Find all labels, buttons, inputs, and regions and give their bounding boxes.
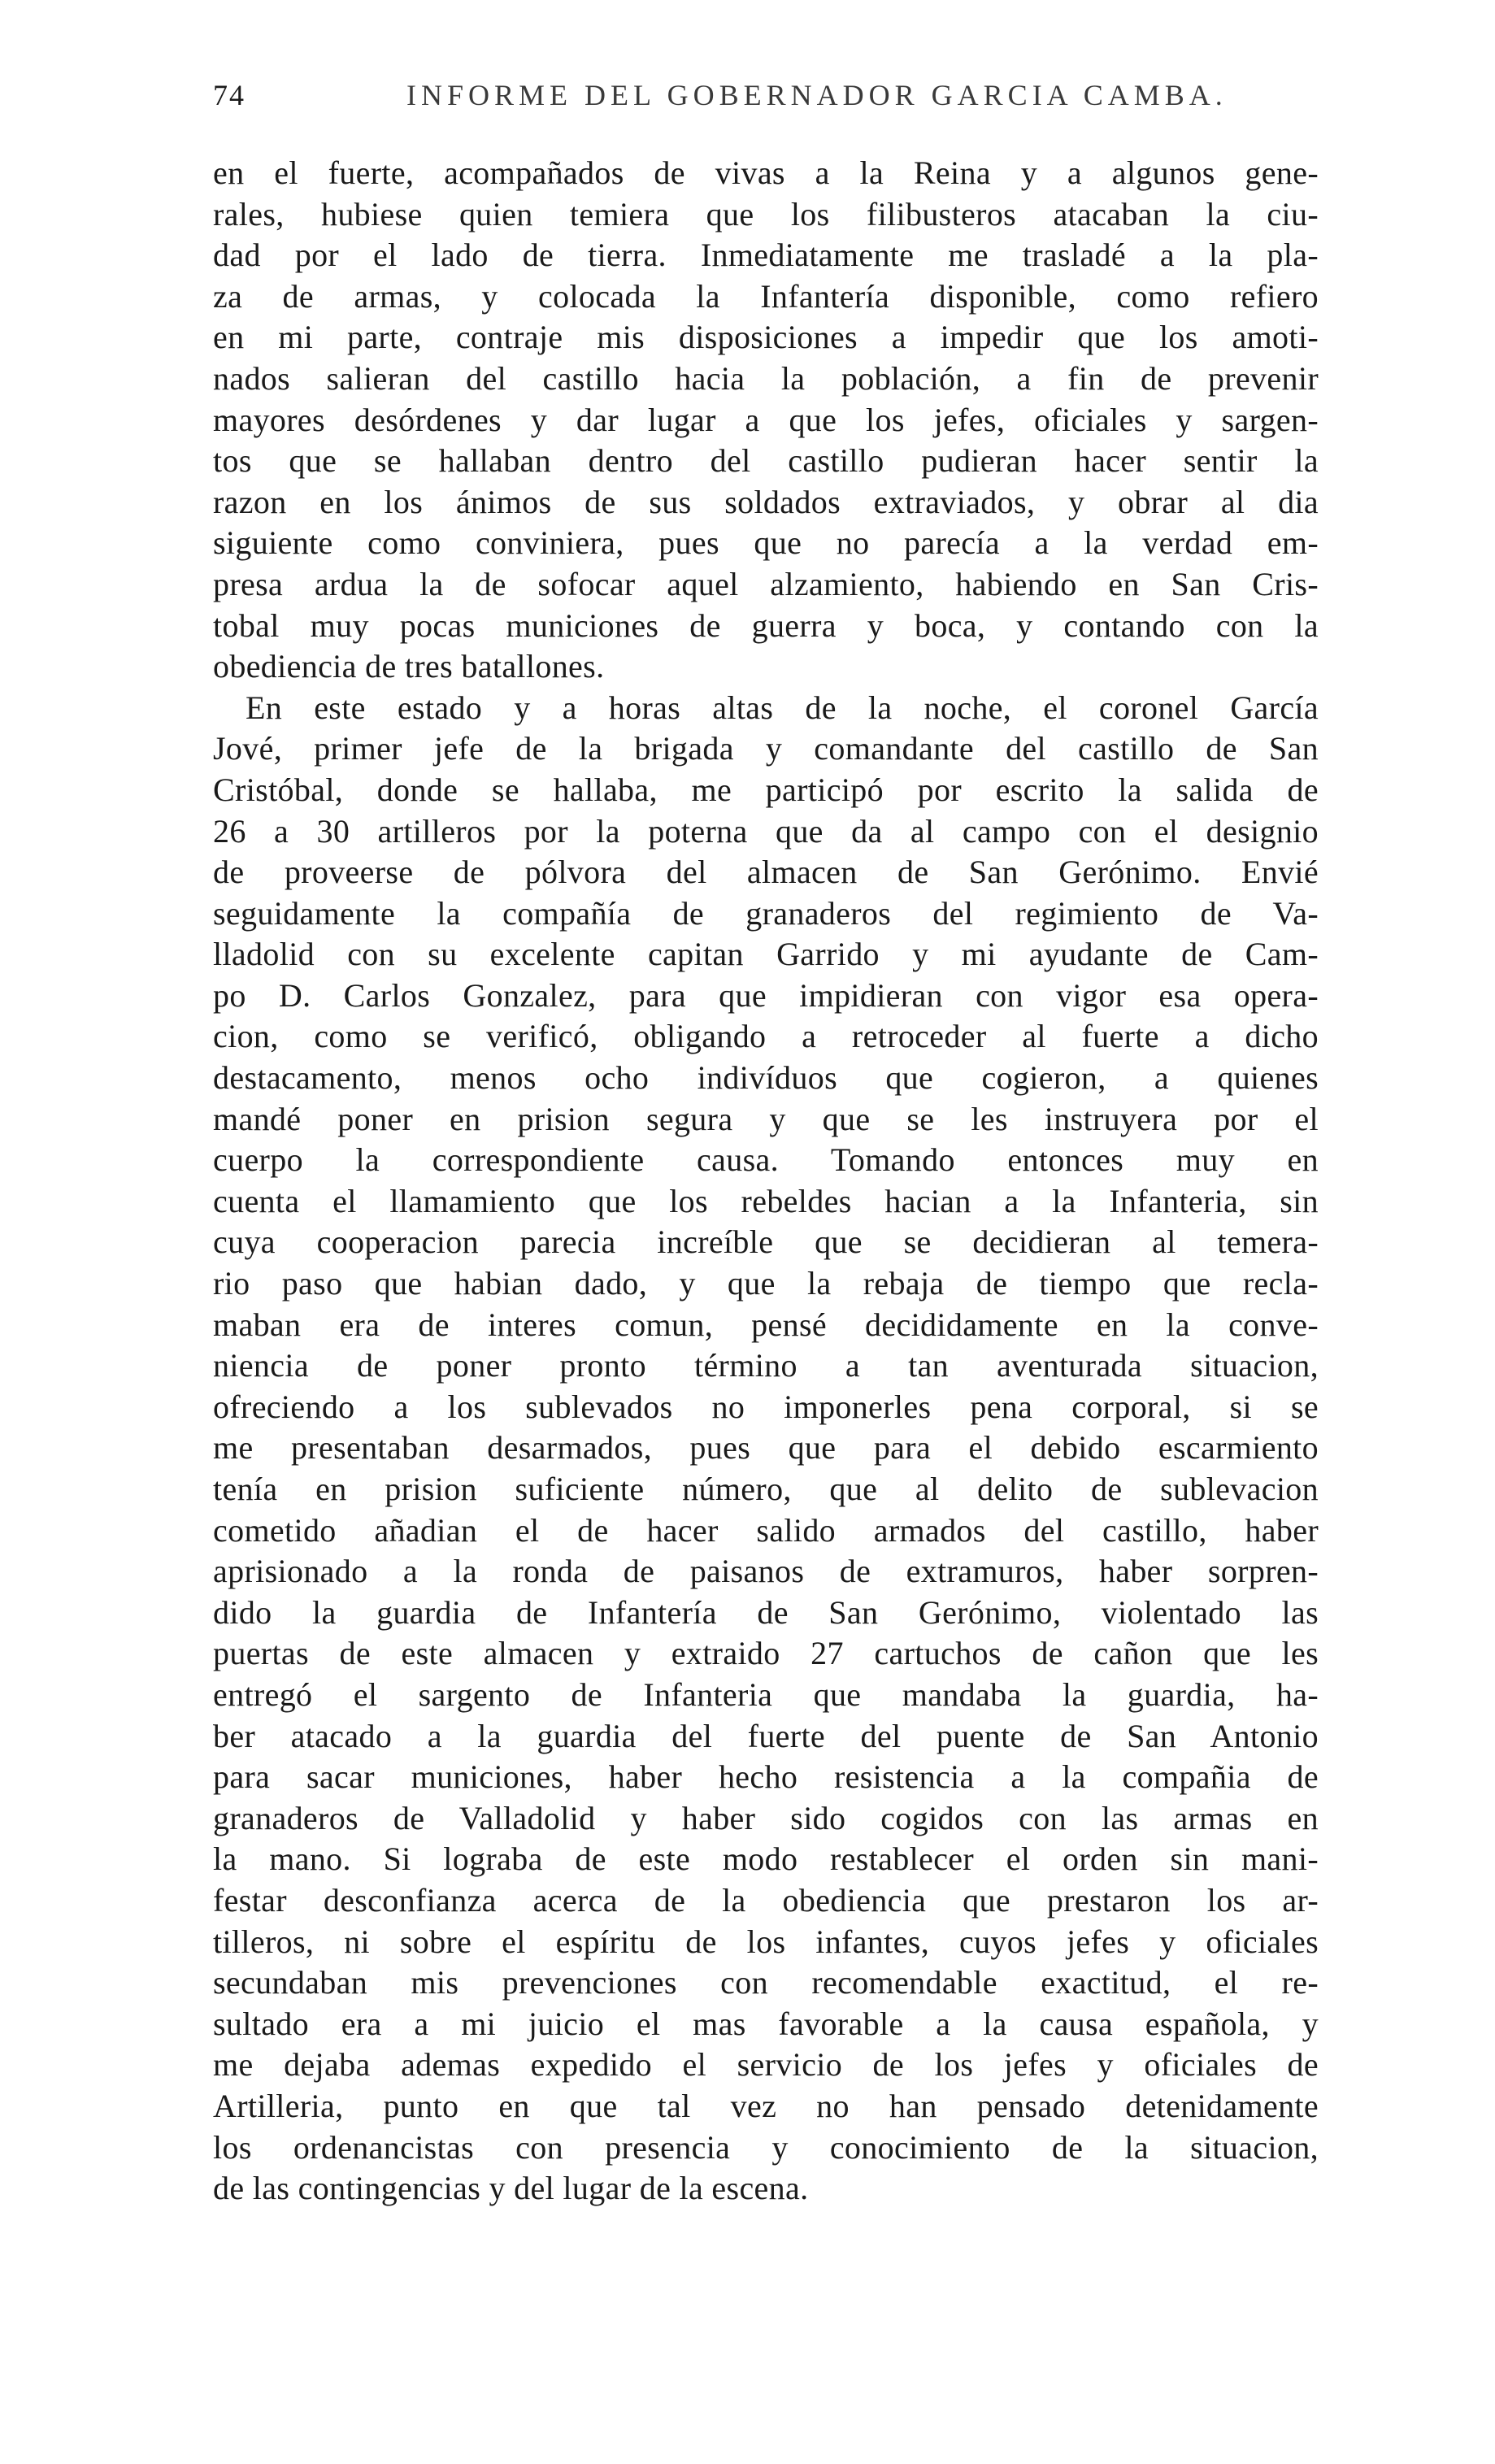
paragraph <box>213 153 1319 688</box>
text-line: puertas de este almacen y extraido 27 cartuchos de cañon que les <box>213 1635 1319 1672</box>
text-line: cuya cooperacion parecia increíble que se decidieran al temera- <box>213 1223 1319 1261</box>
text-line: dad por el lado de tierra. Inmediatamente me trasladé a la pla- <box>213 237 1319 274</box>
text-line: Artilleria, punto en que tal vez no han pensado detenidamente <box>213 2087 1319 2124</box>
text-line: za de armas, y colocada la Infantería disponible, como refiero <box>213 277 1319 315</box>
text-line: para sacar municiones, haber hecho resistencia a la compañia de <box>213 1758 1319 1796</box>
text-line: maban era de interes comun, pensé decididamente en la conve- <box>213 1306 1319 1343</box>
text-line: mandé poner en prision segura y que se les instruyera por el <box>213 1100 1319 1137</box>
text-line: festar desconfianza acerca de la obediencia que prestaron los ar- <box>213 1881 1319 1919</box>
text-line: rales, hubiese quien temiera que los filibusteros atacaban la ciu- <box>213 195 1319 232</box>
text-line: cion, como se verificó, obligando a retroceder al fuerte a dicho <box>213 1018 1319 1055</box>
running-head <box>213 75 1319 115</box>
text-line: granaderos de Valladolid y haber sido cogidos con las armas en <box>213 1799 1319 1836</box>
text-line: En este estado y a horas altas de la noche, el coronel García <box>246 689 1319 726</box>
text-line: seguidamente la compañía de granaderos del regimiento de Va- <box>213 894 1319 932</box>
text-line: destacamento, menos ocho indivíduos que cogieron, a quienes <box>213 1059 1319 1097</box>
text-line: entregó el sargento de Infanteria que mandaba la guardia, ha- <box>213 1675 1319 1713</box>
paragraph <box>213 688 1319 2210</box>
text-line: cometido añadian el de hacer salido armados del castillo, haber <box>213 1511 1319 1549</box>
text-line: secundaban mis prevenciones con recomendable exactitud, el re- <box>213 1964 1319 2001</box>
text-line: Jové, primer jefe de la brigada y comandante del castillo de San <box>213 730 1319 767</box>
text-line: aprisionado a la ronda de paisanos de extramuros, haber sorpren- <box>213 1553 1319 1590</box>
text-line: rio paso que habian dado, y que la rebaja de tiempo que recla- <box>213 1265 1319 1302</box>
text-line: tilleros, ni sobre el espíritu de los infantes, cuyos jefes y oficiales <box>213 1923 1319 1960</box>
text-line: niencia de poner pronto término a tan aventurada situacion, <box>213 1347 1319 1384</box>
text-line: cuenta el llamamiento que los rebeldes hacian a la Infanteria, sin <box>213 1182 1319 1219</box>
page-number: 74 <box>213 79 246 111</box>
text-line: de las contingencias y del lugar de la escena. <box>213 2170 809 2207</box>
text-line: 26 a 30 artilleros por la poterna que da al campo con el designio <box>213 812 1319 850</box>
text-line: siguiente como conviniera, pues que no parecía a la verdad em- <box>213 524 1319 562</box>
text-line: mayores desórdenes y dar lugar a que los jefes, oficiales y sargen- <box>213 401 1319 438</box>
text-line: ber atacado a la guardia del fuerte del puente de San Antonio <box>213 1717 1319 1754</box>
text-line: la mano. Si lograba de este modo restablecer el orden sin mani- <box>213 1840 1319 1878</box>
text-line: dido la guardia de Infantería de San Gerónimo, violentado las <box>213 1593 1319 1631</box>
running-title: INFORME DEL GOBERNADOR GARCIA CAMBA. <box>406 79 1228 111</box>
text-line: Cristóbal, donde se hallaba, me participó por escrito la salida de <box>213 771 1319 808</box>
text-line: en mi parte, contraje mis disposiciones a impedir que los amoti- <box>213 319 1319 356</box>
text-line: de proveerse de pólvora del almacen de San Gerónimo. Envié <box>213 854 1319 891</box>
text-line: cuerpo la correspondiente causa. Tomando entonces muy en <box>213 1141 1319 1179</box>
text-line: me presentaban desarmados, pues que para el debido escarmiento <box>213 1429 1319 1467</box>
text-line: tenía en prision suficiente número, que al delito de sublevacion <box>213 1471 1319 1507</box>
text-line: en el fuerte, acompañados de vivas a la Reina y a algunos gene- <box>213 154 1319 191</box>
text-line: los ordenancistas con presencia y conocimiento de la situacion, <box>213 2128 1319 2166</box>
text-line: razon en los ánimos de sus soldados extraviados, y obrar al dia <box>213 483 1319 520</box>
text-line: lladolid con su excelente capitan Garrido y mi ayudante de Cam- <box>213 936 1319 973</box>
text-line: tobal muy pocas municiones de guerra y boca, y contando con la <box>213 606 1319 644</box>
text-line: sultado era a mi juicio el mas favorable a la causa española, y <box>213 2005 1319 2042</box>
text-line: tos que se hallaban dentro del castillo pudieran hacer sentir la <box>213 442 1319 480</box>
text-line: nados salieran del castillo hacia la población, a fin de prevenir <box>213 359 1319 397</box>
body-text <box>213 153 1319 2210</box>
text-line: obediencia de tres batallones. <box>213 648 605 685</box>
text-line: ofreciendo a los sublevados no imponerles pena corporal, si se <box>213 1388 1319 1425</box>
text-line: me dejaba ademas expedido el servicio de los jefes y oficiales de <box>213 2046 1319 2084</box>
text-line: presa ardua la de sofocar aquel alzamiento, habiendo en San Cris- <box>213 565 1319 602</box>
text-line: po D. Carlos Gonzalez, para que impidieran con vigor esa opera- <box>213 976 1319 1014</box>
